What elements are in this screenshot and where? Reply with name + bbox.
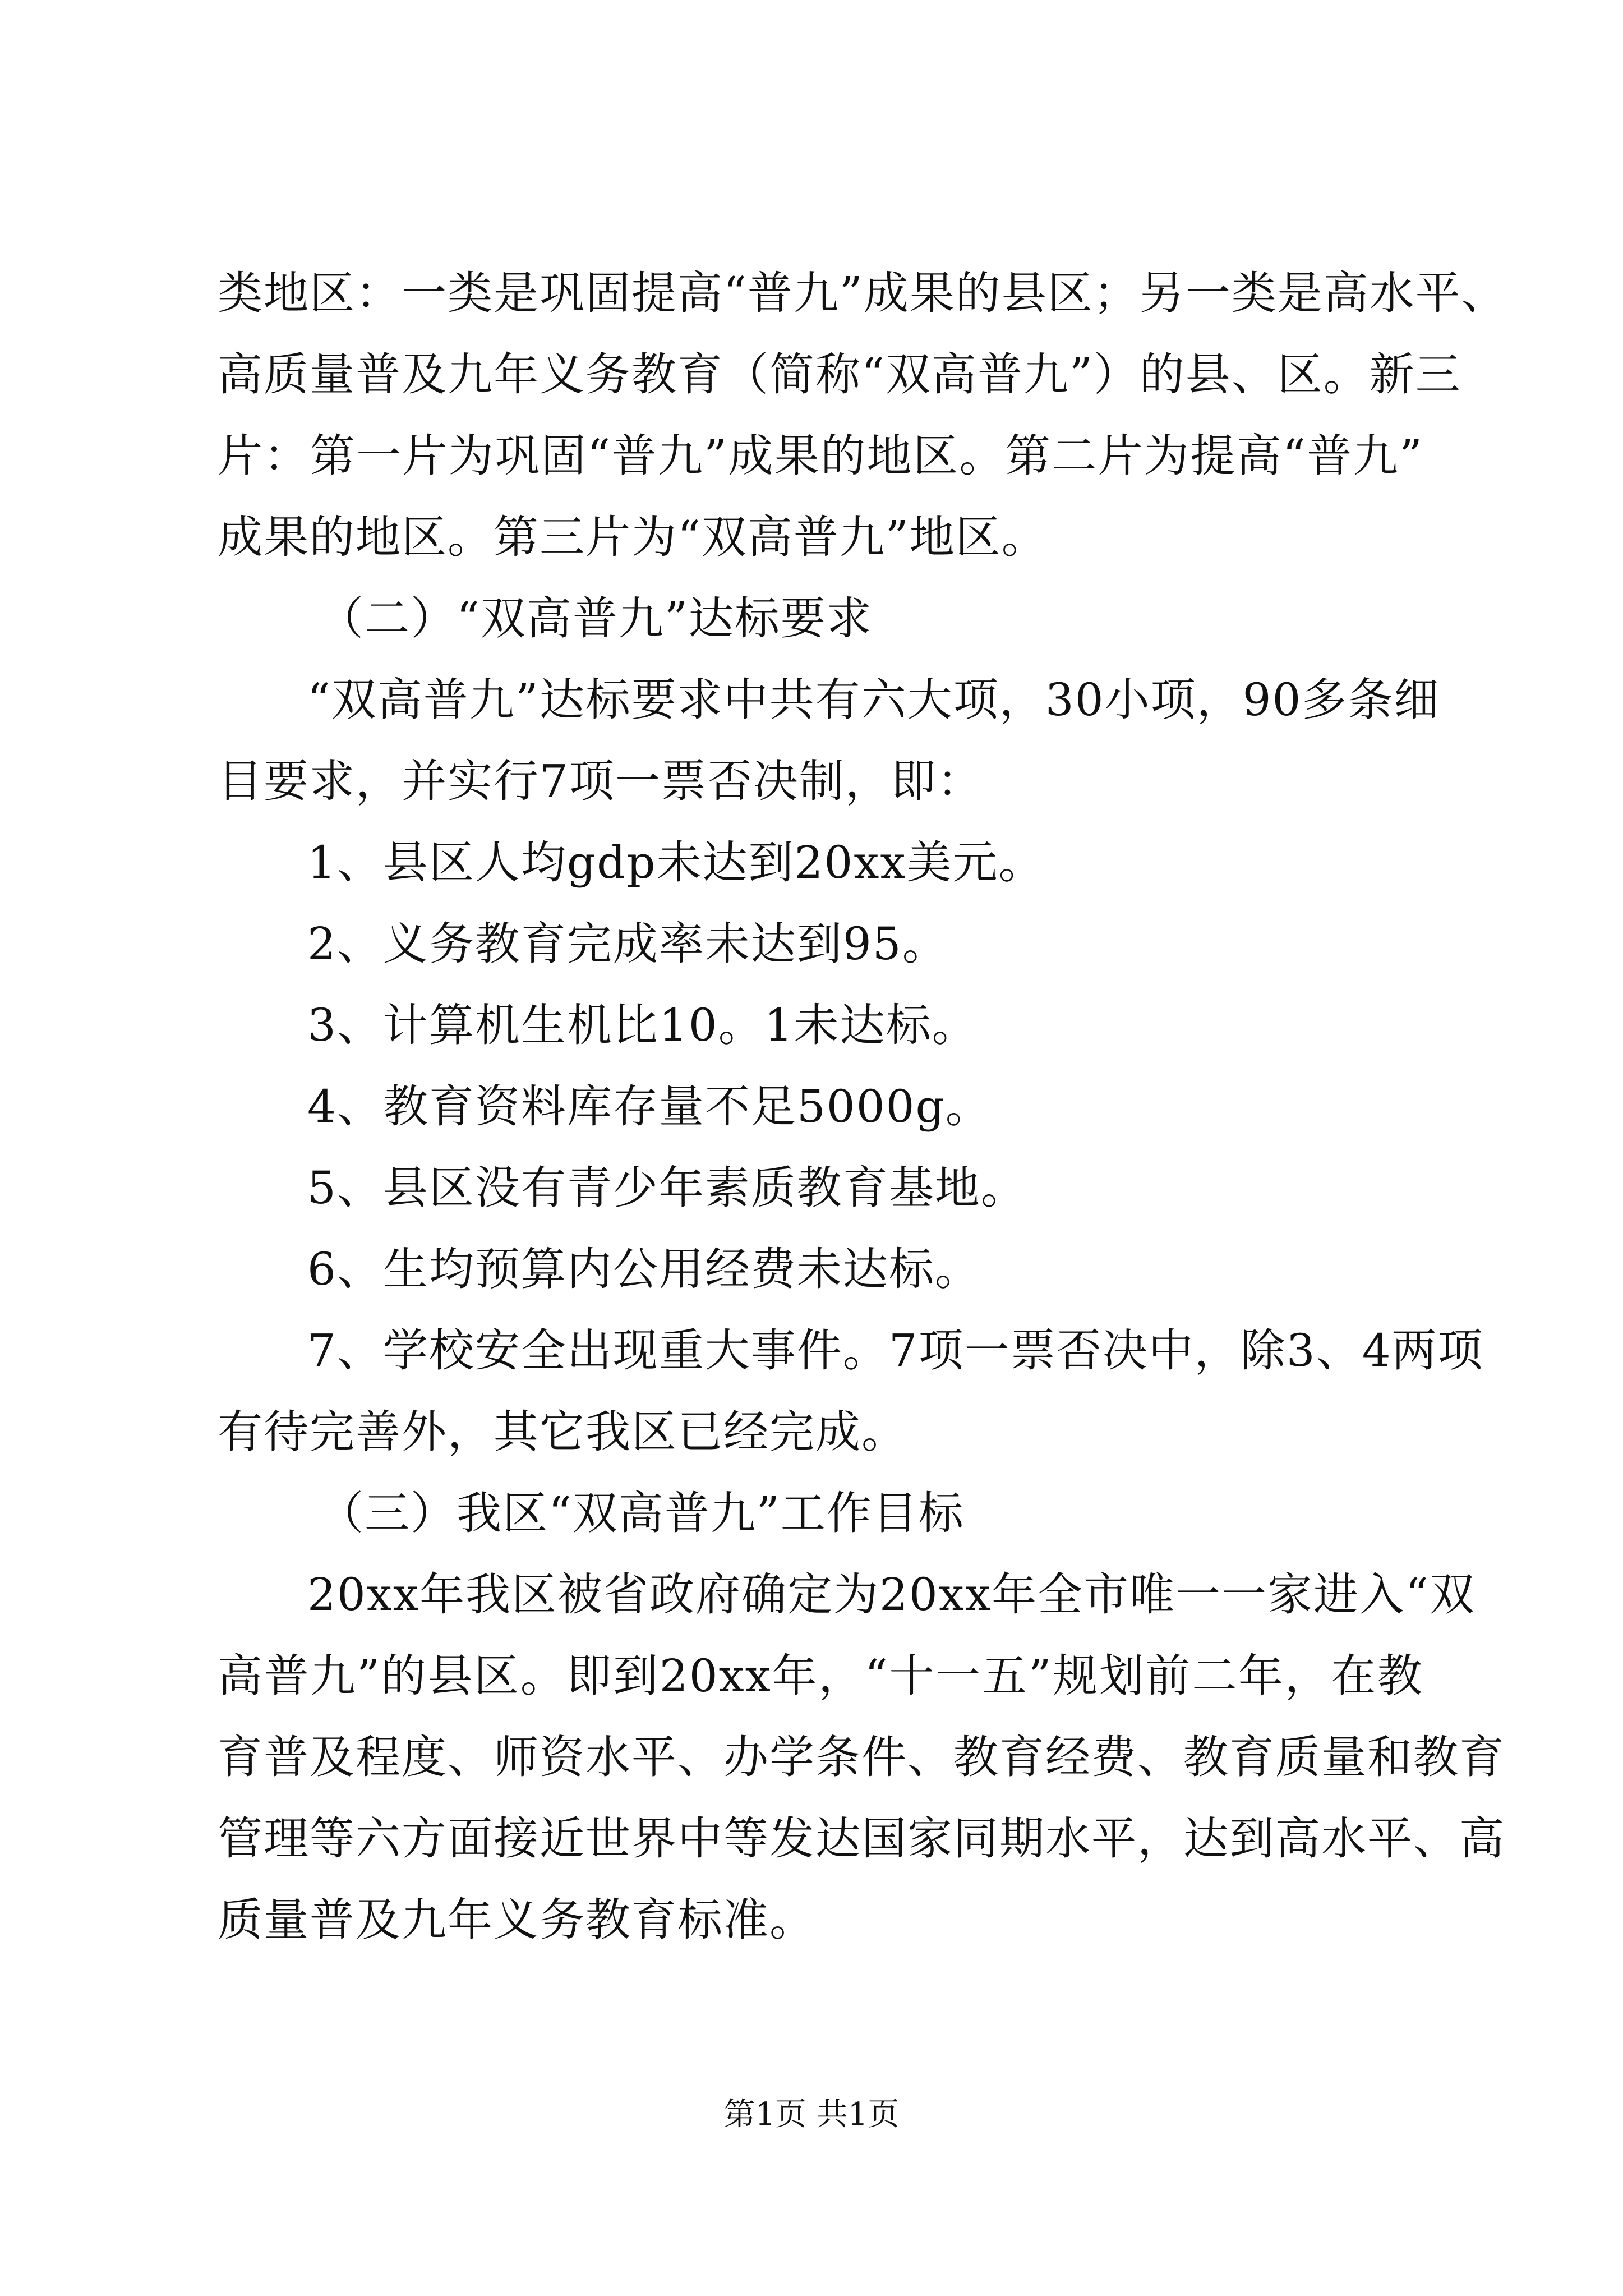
list-item-4: 4、教育资料库存量不足5000g。 <box>307 1080 992 1133</box>
text-line-21: 质量普及九年义务教育标准。 <box>218 1894 815 1946</box>
list-item-5: 5、县区没有青少年素质教育基地。 <box>307 1162 1027 1214</box>
text-line-4: 成果的地区。第三片为“双高普九”地区。 <box>218 511 1048 563</box>
section-heading-3: （三）我区“双高普九”工作目标 <box>319 1487 965 1539</box>
list-item-3: 3、计算机生机比10。1未达标。 <box>307 999 978 1051</box>
list-item-1: 1、县区人均gdp未达到20xx美元。 <box>307 836 1045 889</box>
section-heading-2: （二）“双高普九”达标要求 <box>319 592 873 645</box>
document-body <box>218 252 1507 1961</box>
text-line-18: 高普九”的县区。即到20xx年，“十一五”规划前二年，在教 <box>218 1650 1423 1702</box>
page-footer: 第1页 共1页 <box>723 2096 900 2133</box>
text-line-6: “双高普九”达标要求中共有六大项，30小项，90多条细 <box>307 674 1440 726</box>
list-item-6: 6、生均预算内公用经费未达标。 <box>307 1243 981 1295</box>
list-item-2: 2、义务教育完成率未达到95。 <box>307 918 948 970</box>
text-line-3: 片：第一片为巩固“普九”成果的地区。第二片为提高“普九” <box>218 430 1423 482</box>
text-line-7: 目要求，并实行7项一票否决制，即： <box>218 755 983 807</box>
text-line-19: 育普及程度、师资水平、办学条件、教育经费、教育质量和教育 <box>218 1731 1505 1783</box>
text-line-1: 类地区：一类是巩固提高“普九”成果的县区；另一类是高水平、 <box>218 267 1507 319</box>
list-item-7: 7、学校安全出现重大事件。7项一票否决中，除3、4两项 <box>307 1324 1484 1377</box>
text-line-20: 管理等六方面接近世界中等发达国家同期水平，达到高水平、高 <box>218 1812 1505 1865</box>
text-line-2: 高质量普及九年义务教育（简称“双高普九”）的县、区。新三 <box>218 348 1461 401</box>
text-line-17: 20xx年我区被省政府确定为20xx年全市唯一一家进入“双 <box>307 1568 1476 1621</box>
text-line-15: 有待完善外，其它我区已经完成。 <box>218 1406 907 1458</box>
